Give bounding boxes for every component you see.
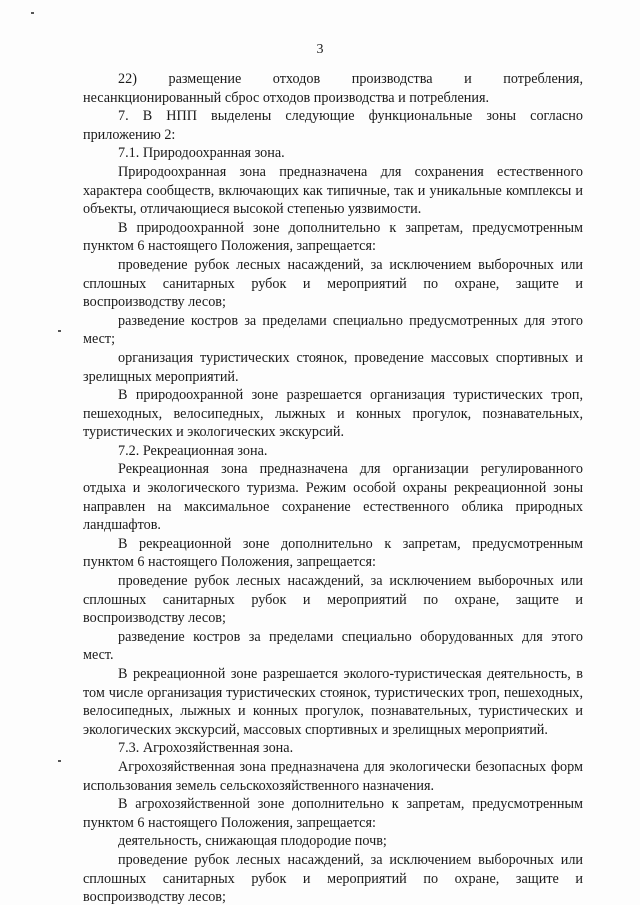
paragraph-conservation-prohibited: В природоохранной зоне дополнительно к запретам, предусмотренным пунктом 6 настоящего Положения, запрещается: (83, 219, 583, 255)
scan-mark-top (31, 12, 34, 14)
paragraph-agro-logging: проведение рубок лесных насаждений, за исключением выборочных или сплошных санитарных рубок и мероприятий по охране, защите и воспроизводству лесов; (83, 851, 583, 906)
document-body (83, 70, 583, 907)
paragraph-recreation-prohibited: В рекреационной зоне дополнительно к запретам, предусмотренным пунктом 6 настоящего Положения, запрещается: (83, 535, 583, 571)
paragraph-recreation-allowed: В рекреационной зоне разрешается эколого-туристическая деятельность, в том числе организация туристических стоянок, туристических троп, пешеходных, велосипедных, лыжных и конных прогулок, познавательных, туристических и экологических экскурсий, массовых спортивных и зрелищных мероприятий. (83, 666, 583, 738)
paragraph-conservation-purpose: Природоохранная зона предназначена для сохранения естественного характера сообществ, включающих как типичные, так и уникальные комплексы и объекты, отличающиеся высокой степенью уязвимости. (83, 163, 583, 218)
heading-7-1: 7.1. Природоохранная зона. (118, 145, 285, 162)
paragraph-conservation-fires: разведение костров за пределами специально предусмотренных для этого мест; (83, 312, 583, 348)
scan-mark-lower (58, 760, 61, 762)
paragraph-agro-prohibited: В агрохозяйственной зоне дополнительно к запретам, предусмотренным пунктом 6 настоящего Положения, запрещается: (83, 796, 583, 831)
paragraph-conservation-logging: проведение рубок лесных насаждений, за исключением выборочных или сплошных санитарных рубок и мероприятий по охране, защите и воспроизводству лесов; (83, 256, 583, 311)
paragraph-recreation-fires: разведение костров за пределами специально оборудованных для этого мест. (83, 628, 583, 664)
paragraph-recreation-logging: проведение рубок лесных насаждений, за исключением выборочных или сплошных санитарных рубок и мероприятий по охране, защите и воспроизводству лесов; (83, 573, 583, 627)
heading-7-2: 7.2. Рекреационная зона. (118, 442, 268, 459)
paragraph-item-22: 22) размещение отходов производства и потребления, несанкционированный сброс отходов производства и потребления. (83, 71, 583, 106)
heading-7-3: 7.3. Агрохозяйственная зона. (118, 740, 294, 757)
scan-mark-middle (58, 330, 61, 332)
paragraph-conservation-allowed: В природоохранной зоне разрешается организация туристических троп, пешеходных, велосипедных, лыжных и конных прогулок, познавательных, туристических и экологических экскурсий. (83, 387, 583, 441)
paragraph-zones-intro: 7. В НПП выделены следующие функциональные зоны согласно приложению 2: (83, 108, 583, 143)
page-number: 3 (316, 42, 324, 57)
paragraph-agro-soil: деятельность, снижающая плодородие почв; (118, 833, 387, 850)
paragraph-agro-purpose: Агрохозяйственная зона предназначена для экологически безопасных форм использования земель сельскохозяйственного назначения. (83, 758, 583, 794)
paragraph-recreation-purpose: Рекреационная зона предназначена для организации регулированного отдыха и экологического туризма. Режим особой охраны рекреационной зоны направлен на максимальное сохранение естественного облика природных ландшафтов. (83, 461, 583, 534)
paragraph-conservation-camps: организация туристических стоянок, проведение массовых спортивных и зрелищных мероприятий. (83, 349, 583, 385)
